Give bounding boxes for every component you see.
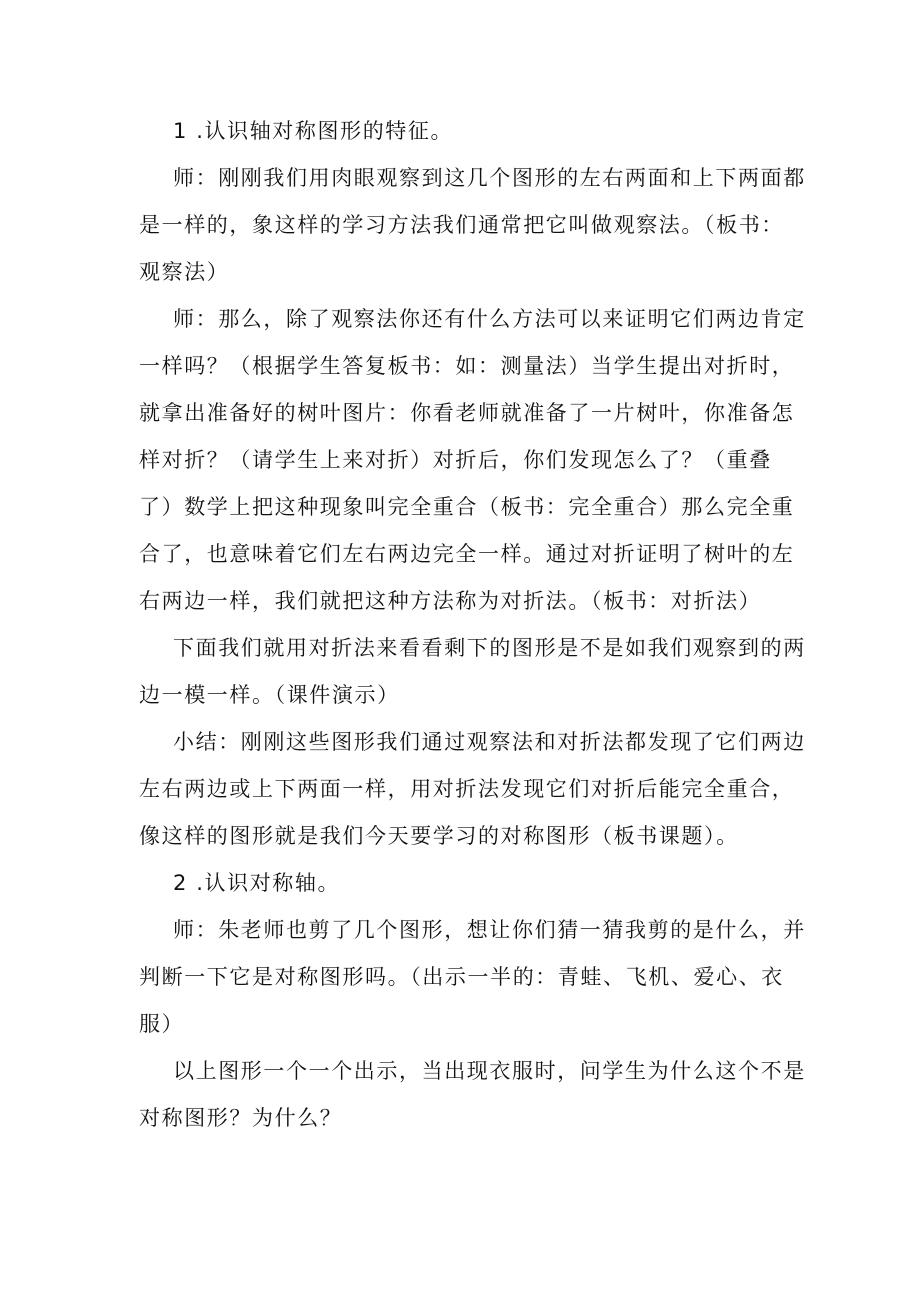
text-line: 师：刚刚我们用肉眼观察到这几个图形的左右两面和上下两面都: [173, 166, 806, 190]
text-line: 以上图形一个一个出示，当出现衣服时，问学生为什么这个不是: [173, 1059, 806, 1083]
text-line: 判断一下它是对称图形吗。（出示一半的：青蛙、飞机、爱心、衣: [139, 965, 784, 989]
paragraph-observation: [139, 155, 806, 296]
text-line: 像这样的图形就是我们今天要学习的对称图形（板书课题）。: [139, 824, 739, 848]
text-line: 是一样的，象这样的学习方法我们通常把它叫做观察法。（板书：: [139, 213, 784, 237]
text-line: 右两边一样，我们就把这种方法称为对折法。（板书：对折法）: [139, 589, 762, 613]
heading-2: [139, 860, 799, 907]
text-line: 左右两边或上下两面一样，用对折法发现它们对折后能完全重合，: [139, 777, 795, 801]
text-line: 对称图形？为什么？: [139, 1106, 343, 1130]
text-line: 服）: [139, 1012, 185, 1036]
text-line: 1 .认识轴对称图形的特征。: [173, 119, 454, 143]
text-line: 师：那么，除了观察法你还有什么方法可以来证明它们两边肯定: [173, 307, 806, 331]
text-line: 观察法）: [139, 260, 230, 284]
text-line: 小结：刚刚这些图形我们通过观察法和对折法都发现了它们两边: [173, 730, 806, 754]
text-line: 就拿出准备好的树叶图片：你看老师就准备了一片树叶，你准备怎: [139, 401, 795, 425]
heading-1: [139, 108, 799, 155]
text-line: 师：朱老师也剪了几个图形，想让你们猜一猜我剪的是什么，并: [173, 918, 806, 942]
text-line: 2 .认识对称轴。: [173, 871, 341, 895]
paragraph-demo: [139, 625, 806, 719]
text-line: 合了，也意味着它们左右两边完全一样。通过对折证明了树叶的左: [139, 542, 795, 566]
paragraph-folding: [139, 296, 806, 625]
text-line: 边一模一样。（课件演示）: [139, 683, 400, 707]
document-body: [139, 108, 806, 1142]
paragraph-guess: [139, 907, 806, 1048]
text-line: 一样吗？（根据学生答复板书：如：测量法）当学生提出对折时，: [139, 354, 795, 378]
paragraph-question: [139, 1048, 806, 1142]
text-line: 下面我们就用对折法来看看剩下的图形是不是如我们观察到的两: [173, 636, 806, 660]
text-line: 了）数学上把这种现象叫完全重合（板书：完全重合）那么完全重: [139, 495, 795, 519]
paragraph-summary: [139, 719, 806, 860]
text-line: 样对折？（请学生上来对折）对折后，你们发现怎么了？（重叠: [139, 448, 772, 472]
